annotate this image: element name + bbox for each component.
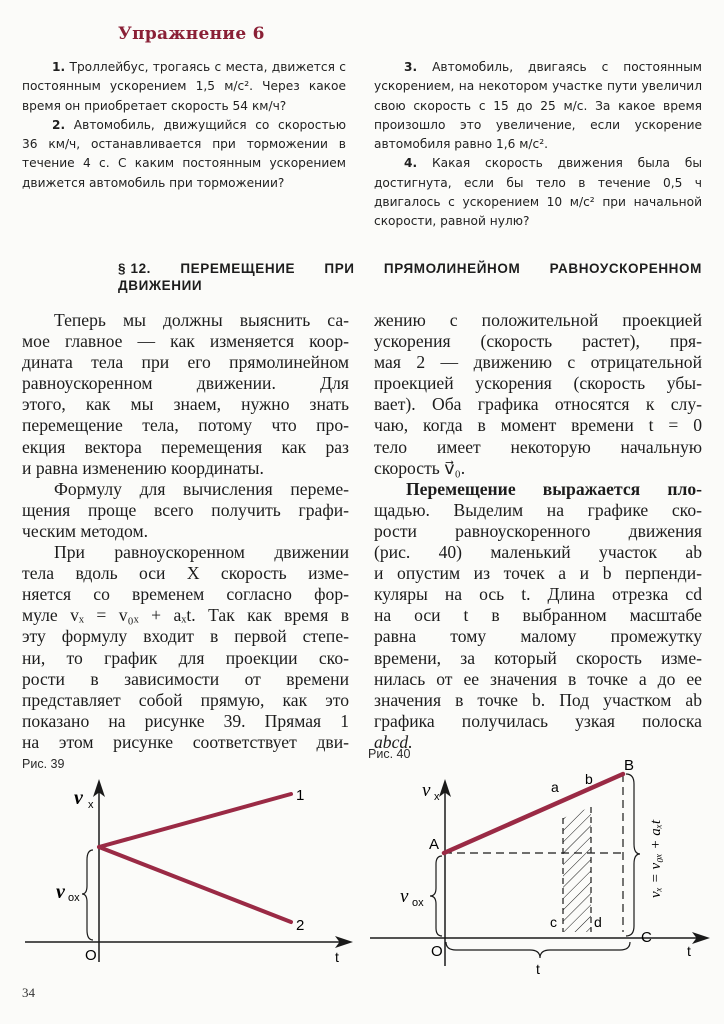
text-line: щадью. Выделим на графике ско- bbox=[374, 499, 702, 520]
text-line: перемещение тела, потому что про- bbox=[22, 415, 349, 436]
graph-line-2 bbox=[99, 847, 291, 922]
text-line: ускорения (скорость растет), пря- bbox=[374, 331, 702, 352]
text-line: abcd. bbox=[374, 731, 413, 752]
text-line: скорость v⃗₀. bbox=[374, 457, 466, 478]
y-axis-subscript: x bbox=[88, 799, 94, 811]
point-c-label: c bbox=[550, 914, 557, 930]
x-axis-label: t bbox=[687, 943, 691, 959]
text-line: екция вектора перемещения как раз bbox=[22, 436, 349, 457]
text-line: на оси t в выбранном масштабе bbox=[374, 605, 702, 626]
y-axis-label: v bbox=[422, 780, 431, 801]
text-line: времени, за который скорость изме- bbox=[374, 647, 702, 668]
text-line: вает). Оба графика относятся к слу- bbox=[374, 394, 702, 415]
body-column-right bbox=[374, 310, 702, 753]
fig40-caption: Рис. 40 bbox=[368, 747, 411, 761]
text-line: ни, то график для проекции ско- bbox=[22, 647, 349, 668]
point-B-label: B bbox=[624, 760, 635, 774]
vx-brace bbox=[626, 774, 640, 936]
text-line: эту формулу входит в первой степе- bbox=[22, 626, 349, 647]
text-line: на этом рисунке соответствует дви- bbox=[22, 731, 349, 752]
v0-subscript: ox bbox=[412, 897, 424, 909]
text-line: мое главное — как изменяется коор- bbox=[22, 331, 349, 352]
problem-4: 4. Какая скорость движения была бы достигнута, если бы тело в течение 0,5 ч двигалось с ускорением 10 м/с² при начальной скорости, равной нулю? bbox=[374, 156, 702, 229]
text-line: мая 2 — движению с отрицательной bbox=[374, 352, 702, 373]
exercise-title: Упражнение 6 bbox=[118, 24, 265, 44]
text-line: чаю, когда в момент времени t = 0 bbox=[374, 415, 702, 436]
heading-word: РАВНОУСКОРЕННОМ bbox=[549, 261, 702, 276]
t-brace-label: t bbox=[536, 961, 540, 977]
line-2-label: 2 bbox=[296, 917, 305, 934]
text-line: рости в зависимости от времени bbox=[22, 668, 349, 689]
fig39-velocity-graph bbox=[0, 770, 362, 980]
vx-formula-label: vₓ = v₀ₓ + aₓt bbox=[648, 819, 664, 898]
text-line: и равна изменению координаты. bbox=[22, 457, 264, 478]
y-axis-label: v bbox=[74, 787, 83, 809]
text-line: няется со временем согласно фор- bbox=[22, 584, 349, 605]
text-line: тело имеет некоторую начальную bbox=[374, 436, 702, 457]
text-line: Формулу для вычисления переме- bbox=[54, 478, 349, 499]
text-line: Теперь мы должны выяснить са- bbox=[54, 310, 349, 330]
v0-subscript: ox bbox=[68, 892, 80, 904]
point-a-label: a bbox=[551, 779, 559, 795]
text-line: проекцией ускорения (скорость убы- bbox=[374, 373, 702, 394]
origin-label: O bbox=[85, 947, 97, 964]
formula-line: муле vₓ = v₀ₓ + aₓt. Так как время в bbox=[22, 605, 349, 626]
y-axis-subscript: x bbox=[434, 791, 440, 803]
problem-1: 1. Троллейбус, трогаясь с места, движется с постоянным ускорением 1,5 м/с². Через какое время он приобретает скорость 54 км/ч? bbox=[22, 60, 346, 113]
text-line: При равноускоренном движении bbox=[54, 542, 349, 563]
exercise-column-right bbox=[374, 58, 702, 232]
page-number: 34 bbox=[22, 985, 35, 1000]
t-brace bbox=[446, 942, 630, 958]
text-line: значения в точке b. Под участком ab bbox=[374, 689, 702, 710]
hatched-strip-abcd bbox=[563, 807, 591, 932]
heading-word: ПРИ bbox=[324, 261, 355, 276]
v0-label: v bbox=[400, 886, 409, 907]
point-A-label: A bbox=[429, 836, 440, 853]
line-1-label: 1 bbox=[296, 787, 305, 804]
text-line: куляры на ось t. Длина отрезка cd bbox=[374, 584, 702, 605]
heading-word: ПРЯМОЛИНЕЙНОМ bbox=[383, 261, 521, 276]
text-line: ческим методом. bbox=[22, 520, 149, 541]
x-axis-label: t bbox=[335, 949, 339, 965]
text-line: жению с положительной проекцией bbox=[374, 310, 702, 330]
text-line: дината тела при его прямолинейном bbox=[22, 352, 349, 373]
fig39-caption: Рис. 39 bbox=[22, 757, 65, 771]
problem-2: 2. Автомобиль, движущийся со скоростью 36 км/ч, останавливается при торможении в течение 4 с. С каким постоянным ускорением движется автомобиль при торможении? bbox=[22, 117, 346, 190]
heading-line-2: ДВИЖЕНИИ bbox=[118, 278, 203, 293]
bold-lead-line: Перемещение выражается пло- bbox=[406, 478, 702, 499]
text-line: нилась от ее значения в точке a до ее bbox=[374, 668, 702, 689]
text-line: представляет собой прямую, как это bbox=[22, 689, 349, 710]
point-b-label: b bbox=[585, 771, 593, 787]
text-line: графика получилась узкая полоска bbox=[374, 710, 702, 731]
text-line: показано на рисунке 39. Прямая 1 bbox=[22, 710, 349, 731]
text-line: тела вдоль оси X скорость изме- bbox=[22, 563, 349, 584]
text-line: (рис. 40) маленький участок ab bbox=[374, 542, 702, 563]
point-d-label: d bbox=[594, 914, 602, 930]
body-column-left bbox=[22, 310, 349, 753]
text-line: равна тому малому промежутку bbox=[374, 626, 702, 647]
fig40-displacement-graph bbox=[362, 760, 724, 990]
text-line: и опустим из точек a и b перпенди- bbox=[374, 563, 702, 584]
exercise-column-left bbox=[22, 58, 346, 193]
text-line: щения проще всего получить графи- bbox=[22, 499, 349, 520]
graph-line-AB bbox=[444, 774, 623, 853]
text-line: рости равноускоренного движения bbox=[374, 520, 702, 541]
section-heading bbox=[118, 260, 702, 294]
v0-brace bbox=[82, 850, 93, 940]
origin-label: O bbox=[431, 943, 443, 960]
problem-3: 3. Автомобиль, двигаясь с постоянным ускорением, на некотором участке пути увеличил свою скорость с 15 до 25 м/с. За какое время произошло это увеличение, если ускорение автомобиля равно 1,6 м/с². bbox=[374, 60, 703, 152]
heading-word: ПЕРЕМЕЩЕНИЕ bbox=[180, 261, 296, 276]
text-line: равноускоренном движении. Для bbox=[22, 373, 349, 394]
v0-label: v bbox=[56, 881, 65, 903]
section-number: § 12. bbox=[118, 261, 152, 276]
v0-brace bbox=[430, 856, 442, 936]
point-C-label: C bbox=[641, 929, 652, 946]
text-line: этого, как мы знаем, нужно знать bbox=[22, 394, 349, 415]
graph-line-1 bbox=[99, 794, 291, 847]
